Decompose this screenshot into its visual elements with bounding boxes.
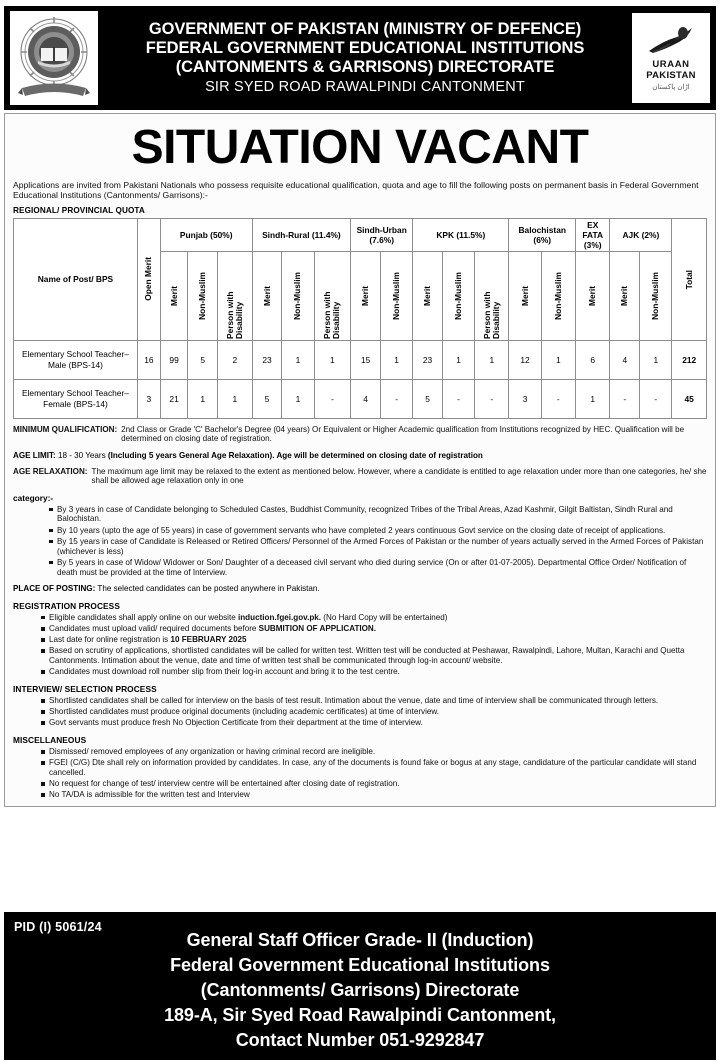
row-cell: 1	[640, 340, 672, 379]
age-relaxation	[13, 467, 707, 486]
row-cell: 1	[188, 379, 218, 418]
row-cell: -	[640, 379, 672, 418]
list-item	[41, 624, 707, 634]
row-open-merit: 16	[137, 340, 160, 379]
table-row	[14, 340, 707, 379]
place-of-posting-label: PLACE OF POSTING:	[13, 584, 96, 594]
row-cell: -	[475, 379, 509, 418]
list-item: By 3 years in case of Candidate belonging to Scheduled Castes, Buddhist Community, recognized Tribes of the Tribal Areas, Azad Kashmir, Gilgit Baltistan, Sindh Rural and Balochistan.	[49, 505, 707, 524]
miscellaneous-heading: MISCELLANEOUS	[13, 735, 87, 746]
item-pre: Last date for online registration is	[49, 635, 171, 645]
group-header-balochistan: Balochistan (6%)	[509, 218, 576, 251]
category-label: category:-	[13, 492, 54, 503]
uraan-label-line-1: URAAN	[652, 59, 690, 70]
row-cell: 1	[218, 379, 252, 418]
item-pre: Candidates must download roll number slip from their log-in account and bring it to the test centre.	[49, 667, 400, 677]
row-cell: 2	[218, 340, 252, 379]
footer-line-1: General Staff Officer Grade- II (Induction)	[186, 930, 534, 950]
sub-header-cell: Non-Muslim	[640, 251, 672, 340]
item-bold: 10 FEBRUARY 2025	[170, 635, 247, 645]
list-item	[41, 646, 707, 665]
quota-table-wrapper	[5, 218, 715, 419]
row-total: 212	[672, 340, 707, 379]
item-pre: Eligible candidates shall apply online on our website	[49, 612, 238, 622]
sub-header-cell: Non-Muslim	[282, 251, 314, 340]
sub-header-cell: Person with Disability	[475, 251, 509, 340]
sub-header-cell: Person with Disability	[218, 251, 252, 340]
age-relaxation-text: The maximum age limit may be relaxed to the extent as mentioned below. However, where a candidate is entitled to age relaxation under more than one categories, he/ she shall be allowed age relaxation only in one	[91, 466, 707, 486]
list-item: By 15 years in case of Candidate is Released or Retired Officers/ Personnel of the Armed Forces of Pakistan or the number of years actually served in the Armed Forces of Pakistan (whichever is less)	[49, 537, 707, 556]
row-cell: -	[314, 379, 351, 418]
group-header-punjab: Punjab (50%)	[160, 218, 252, 251]
uraan-urdu-label: اڑان پاکستان	[652, 84, 690, 91]
item-pre: Candidates must upload valid/ required documents before	[49, 624, 259, 633]
age-relaxation-label: AGE RELAXATION:	[13, 466, 88, 476]
sub-header-cell: Merit	[351, 251, 381, 340]
minimum-qualification	[13, 425, 707, 444]
row-cell: -	[610, 379, 640, 418]
col-header-open-merit: Open Merit	[137, 218, 160, 340]
group-header-kpk: KPK (11.5%)	[413, 218, 509, 251]
row-cell: 1	[442, 340, 474, 379]
list-item: No TA/DA is admissible for the written test and Interview	[41, 790, 707, 800]
place-of-posting-text: The selected candidates can be posted anywhere in Pakistan.	[97, 584, 320, 594]
row-cell: 5	[188, 340, 218, 379]
prose-sections	[5, 425, 715, 800]
col-header-total: Total	[672, 218, 707, 340]
header-line-4: SIR SYED ROAD RAWALPINDI CANTONMENT	[205, 78, 525, 95]
list-item	[41, 667, 707, 677]
list-item: Govt servants must produce fresh No Objection Certificate from their department at the time of interview.	[41, 718, 707, 728]
row-cell: -	[541, 379, 575, 418]
group-header-ajk: AJK (2%)	[610, 218, 672, 251]
row-cell: 4	[610, 340, 640, 379]
sub-header-cell: Merit	[576, 251, 610, 340]
age-limit	[13, 451, 707, 461]
row-cell: 1	[381, 340, 413, 379]
page-title: SITUATION VACANT	[131, 121, 589, 174]
item-post: (No Hard Copy will be entertained)	[321, 612, 448, 622]
row-cell: 1	[282, 340, 314, 379]
interview-process-heading: INTERVIEW/ SELECTION PROCESS	[13, 684, 157, 695]
list-item	[41, 635, 707, 645]
row-cell: 15	[351, 340, 381, 379]
sub-header-cell: Non-Muslim	[541, 251, 575, 340]
row-cell: 21	[160, 379, 188, 418]
col-header-post-name: Name of Post/ BPS	[14, 218, 138, 340]
interview-process-list	[13, 696, 707, 728]
header-line-1: GOVERNMENT OF PAKISTAN (MINISTRY OF DEFENCE)	[148, 19, 582, 38]
item-pre: Based on scrutiny of applications, shortlisted candidates will be called for written test. Written test will be conducted at Peshawar, Rawalpindi, Lahore, Multan, Karachi and Quetta Cantonments. Intimation about the venue, date and time of written test shall be communicated through log-in account/ website.	[49, 646, 685, 666]
group-header-sindh-rural: Sindh-Rural (11.4%)	[252, 218, 351, 251]
pid-number: PID (I) 5061/24	[14, 920, 102, 934]
list-item: Shortlisted candidates shall be called for interview on the basis of test result. Intimation about the venue, date and time of interview shall be communicated through letters.	[41, 696, 707, 706]
header-title-block	[98, 20, 632, 97]
group-header-row	[14, 218, 707, 251]
row-cell: 3	[509, 379, 541, 418]
item-bold: induction.fgei.gov.pk.	[237, 612, 322, 622]
sub-header-cell: Non-Muslim	[381, 251, 413, 340]
intro-paragraph: Applications are invited from Pakistani Nationals who possess requisite educational qualification, quota and age to fill the following posts on permanent basis in Federal Government Educational Institutions (Cantonments/ Garrisons):-	[13, 180, 699, 201]
row-cell: 12	[509, 340, 541, 379]
footer-line-5: Contact Number 051-9292847	[235, 1030, 485, 1050]
list-item: Dismissed/ removed employees of any organization or having criminal record are ineligible.	[41, 747, 707, 757]
row-cell: 1	[475, 340, 509, 379]
row-cell: 5	[252, 379, 282, 418]
row-cell: 4	[351, 379, 381, 418]
row-cell: -	[381, 379, 413, 418]
item-bold: SUBMITION OF APPLICATION.	[258, 624, 377, 633]
list-item: FGEI (C/G) Dte shall rely on information provided by candidates. In case, any of the documents is found fake or bogus at any stage, candidature of the particular candidate will stand cancelled.	[41, 758, 707, 777]
footer-contact-block	[4, 912, 716, 1053]
group-header-ex-fata: EX FATA (3%)	[576, 218, 610, 251]
sub-header-cell: Merit	[509, 251, 541, 340]
group-header-sindh-urban: Sindh-Urban (7.6%)	[351, 218, 413, 251]
uraan-label-line-2: PAKISTAN	[646, 70, 696, 81]
row-cell: 1	[314, 340, 351, 379]
registration-process-heading: REGISTRATION PROCESS	[13, 600, 120, 611]
row-cell: 1	[282, 379, 314, 418]
row-total: 45	[672, 379, 707, 418]
sub-header-cell: Merit	[252, 251, 282, 340]
row-cell: -	[442, 379, 474, 418]
footer-line-2: Federal Government Educational Institutions	[170, 955, 550, 975]
advertisement-body	[4, 113, 716, 807]
page-footer	[4, 912, 716, 1060]
footer-line-4: 189-A, Sir Syed Road Rawalpindi Cantonment,	[164, 1005, 556, 1025]
row-cell: 5	[413, 379, 443, 418]
quota-section-label: REGIONAL/ PROVINCIAL QUOTA	[13, 205, 145, 215]
list-item	[41, 613, 707, 623]
quota-table	[13, 218, 707, 419]
header-line-3: (CANTONMENTS & GARRISONS) DIRECTORATE	[175, 57, 555, 76]
row-cell: 23	[252, 340, 282, 379]
miscellaneous-list	[13, 747, 707, 800]
page-header	[4, 6, 716, 110]
uraan-pakistan-logo	[632, 13, 710, 103]
row-cell: 1	[576, 379, 610, 418]
quota-table-body	[14, 340, 707, 418]
age-limit-note: (Including 5 years General Age Relaxation). Age will be determined on closing date of registration	[107, 451, 483, 460]
registration-process-list	[13, 613, 707, 677]
sub-header-cell: Non-Muslim	[442, 251, 474, 340]
age-limit-label: AGE LIMIT:	[13, 451, 56, 460]
footer-line-3: (Cantonments/ Garrisons) Directorate	[200, 980, 520, 1000]
quota-table-head	[14, 218, 707, 340]
sub-header-cell: Non-Muslim	[188, 251, 218, 340]
sub-header-cell: Merit	[160, 251, 188, 340]
row-open-merit: 3	[137, 379, 160, 418]
sub-header-cell: Merit	[413, 251, 443, 340]
list-item: No request for change of test/ interview centre will be entertained after closing date of registration.	[41, 779, 707, 789]
minimum-qualification-label: MINIMUM QUALIFICATION:	[13, 424, 118, 434]
age-limit-value: 18 - 30 Years	[57, 451, 108, 460]
sub-header-cell: Person with Disability	[314, 251, 351, 340]
sub-header-cell: Merit	[610, 251, 640, 340]
table-row	[14, 379, 707, 418]
list-item: Shortlisted candidates must produce original documents (including academic certificates) at time of interview.	[41, 707, 707, 717]
row-cell: 1	[541, 340, 575, 379]
row-post-name: Elementary School Teacher– Female (BPS-14)	[14, 379, 138, 418]
minimum-qualification-text: 2nd Class or Grade 'C' Bachelor's Degree (04 years) Or Equivalent or Higher Academic qualification from Institutions recognized by HEC. Qualification will be determined on closing date of registration.	[121, 424, 685, 444]
list-item: By 10 years (upto the age of 55 years) in case of government servants who have completed 2 years continuous Govt service on the closing date of receipt of applications.	[49, 526, 707, 536]
place-of-posting	[13, 584, 707, 594]
uraan-bird-icon	[643, 25, 699, 59]
row-cell: 23	[413, 340, 443, 379]
age-relaxation-list	[13, 505, 707, 577]
row-cell: 6	[576, 340, 610, 379]
list-item: By 5 years in case of Widow/ Widower or Son/ Daughter of a deceased civil servant who died during service (On or after 01-07-2005). Departmental Office Order/ Notification of death must be provided at the time of Interview.	[49, 558, 707, 577]
row-cell: 99	[160, 340, 188, 379]
fgei-crest-icon	[10, 11, 98, 105]
header-line-2: FEDERAL GOVERNMENT EDUCATIONAL INSTITUTIONS	[145, 38, 585, 57]
row-post-name: Elementary School Teacher– Male (BPS-14)	[14, 340, 138, 379]
